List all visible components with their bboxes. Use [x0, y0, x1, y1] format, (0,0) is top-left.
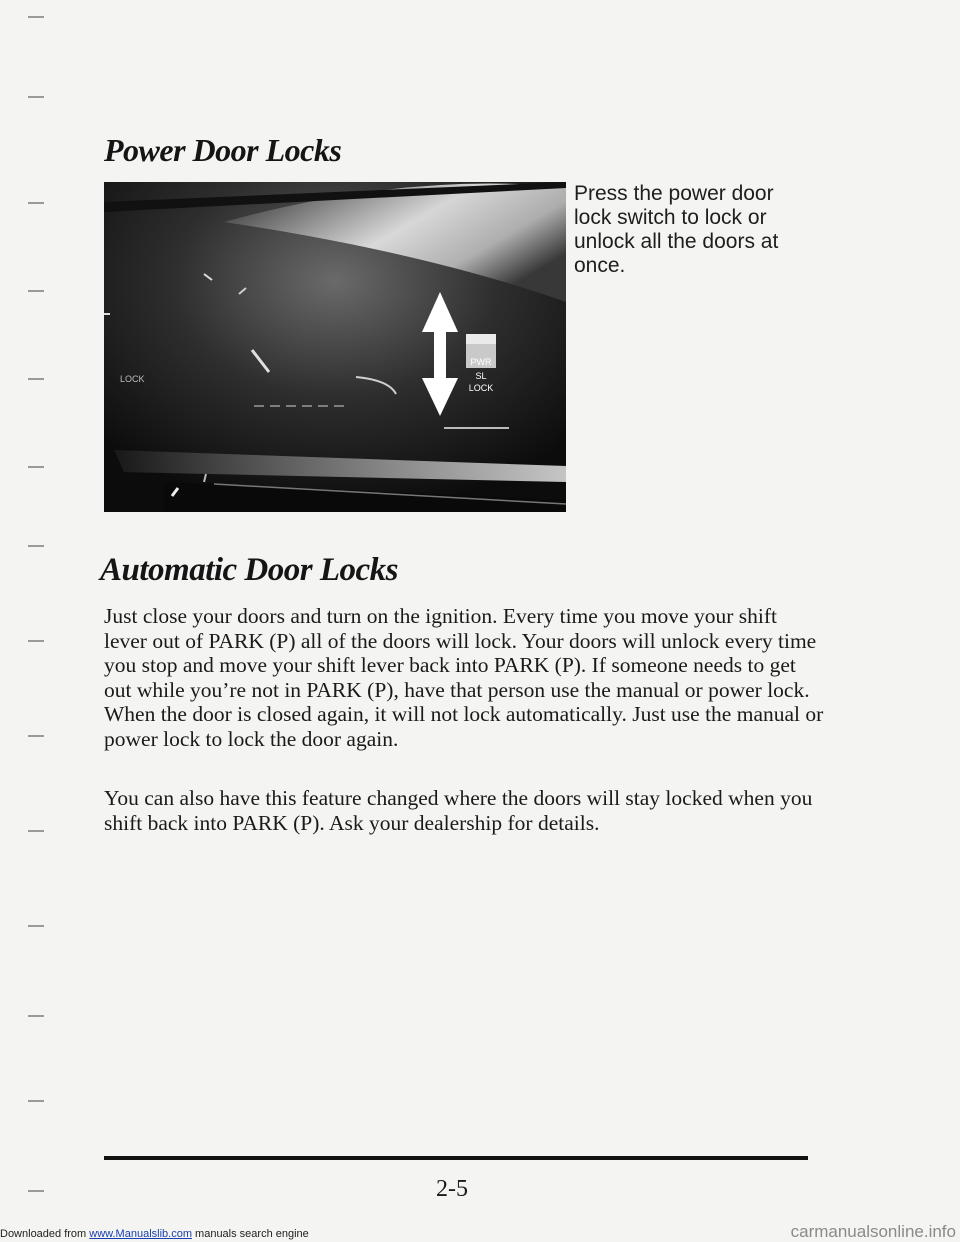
automatic-locks-paragraph-1: Just close your doors and turn on the ignition. Every time you move your shift lever out of PARK (P) all of the doors will lock. Your doors will unlock every time you stop and move your shift lever back into PARK (P). If someone needs to get out while you’re not in PARK (P), have that person use the manual or power lock. When the door is closed again, it will not lock automatically. Just use the manual or power lock to lock the door again. — [104, 604, 824, 751]
margin-mark — [28, 96, 44, 98]
automatic-locks-paragraph-2: You can also have this feature changed where the doors will stay locked when you shift back into PARK (P). Ask your dealership for details. — [104, 786, 813, 835]
watermark-text: carmanualsonline.info — [790, 1222, 956, 1241]
margin-mark — [28, 1100, 44, 1102]
margin-mark — [28, 830, 44, 832]
margin-mark — [28, 466, 44, 468]
manualslib-link[interactable]: www.Manualslib.com — [89, 1228, 192, 1240]
photo-label-lock-right: LOCK — [468, 383, 494, 393]
margin-mark — [28, 545, 44, 547]
photo-label-lock-left: LOCK — [120, 374, 145, 384]
margin-mark — [28, 925, 44, 927]
margin-mark — [28, 1190, 44, 1192]
section-heading-automatic-door-locks: Automatic Door Locks — [100, 552, 399, 588]
power-locks-description: Press the power door lock switch to lock or unlock all the doors at once. — [574, 182, 779, 277]
download-notice-prefix: Downloaded from — [0, 1228, 90, 1240]
door-lock-switch-photo — [104, 182, 566, 512]
page-number: 2-5 — [436, 1176, 468, 1202]
margin-mark — [28, 735, 44, 737]
section-heading-power-door-locks: Power Door Locks — [104, 132, 342, 168]
margin-mark — [28, 1015, 44, 1017]
margin-mark — [28, 290, 44, 292]
download-notice-suffix: manuals search engine — [191, 1228, 309, 1240]
margin-mark — [28, 378, 44, 380]
download-notice — [0, 1228, 309, 1240]
margin-mark — [28, 640, 44, 642]
photo-label-sl: SL — [475, 371, 487, 381]
margin-mark — [28, 16, 44, 18]
footer-rule — [104, 1156, 808, 1160]
margin-mark — [28, 202, 44, 204]
photo-label-pwr: PWR — [470, 357, 492, 367]
